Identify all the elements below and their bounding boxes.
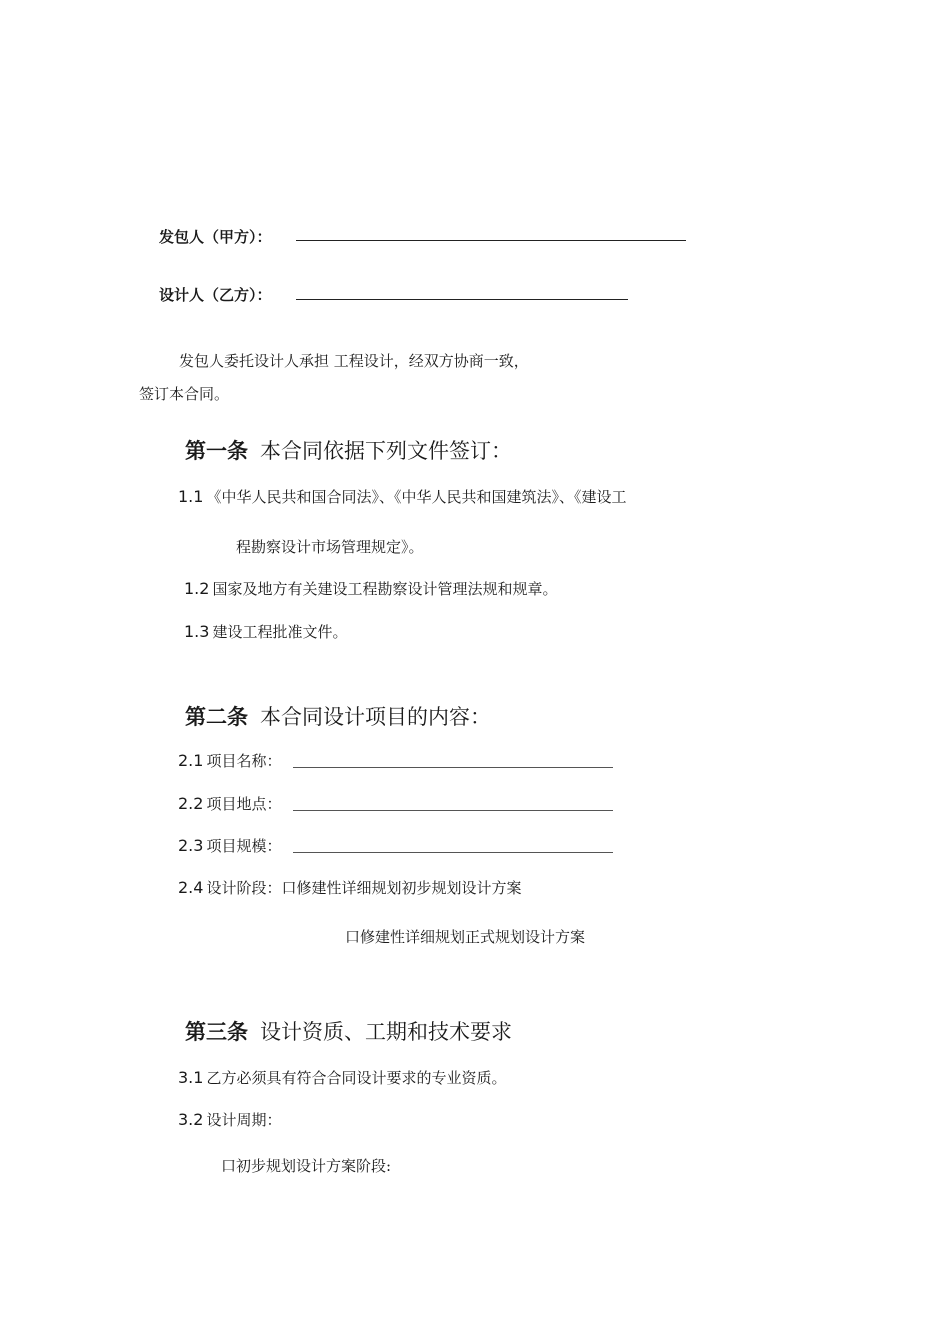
designer-label: 设计人（乙方）： <box>159 286 272 304</box>
project-scale-fill-line[interactable] <box>293 852 613 853</box>
article-1-number: 第一条 <box>185 439 248 463</box>
clause-2-3-label: 项目规模： <box>206 837 282 855</box>
clause-2-1-label: 项目名称： <box>206 752 282 770</box>
intro-line-2: 签订本合同。 <box>139 385 230 403</box>
article-3-title: 设计资质、工期和技术要求 <box>260 1020 512 1044</box>
client-label: 发包人（甲方）： <box>159 228 272 246</box>
clause-1-1 <box>178 486 626 507</box>
article-1-heading <box>185 435 512 465</box>
clause-2-1 <box>178 750 281 771</box>
clause-1-3-text: 建设工程批准文件。 <box>212 623 348 641</box>
clause-2-3 <box>178 835 281 856</box>
clause-3-1 <box>178 1067 506 1088</box>
article-2-heading <box>185 701 491 731</box>
clause-3-2-text: 设计周期： <box>206 1111 282 1129</box>
clause-2-2 <box>178 793 281 814</box>
design-stage-option-1[interactable]: 口修建性详细规划初步规划设计方案 <box>281 879 522 897</box>
clause-1-3 <box>184 621 347 642</box>
clause-1-3-number: 1.3 <box>184 622 210 641</box>
clause-2-2-number: 2.2 <box>178 794 204 813</box>
clause-3-2-number: 3.2 <box>178 1110 204 1129</box>
article-2-title: 本合同设计项目的内容： <box>260 705 491 729</box>
clause-2-4-label: 设计阶段： <box>206 879 282 897</box>
clause-1-1-text-continued: 程勘察设计市场管理规定》。 <box>236 538 424 556</box>
intro-line-1: 发包人委托设计人承担 工程设计，经双方协商一致， <box>179 352 529 370</box>
clause-1-1-number: 1.1 <box>178 487 204 506</box>
clause-2-4 <box>178 877 521 898</box>
clause-2-4-option-2 <box>345 926 585 947</box>
clause-1-2 <box>184 578 557 599</box>
clause-3-1-number: 3.1 <box>178 1068 204 1087</box>
article-3-number: 第三条 <box>185 1020 248 1044</box>
article-1-title: 本合同依据下列文件签订： <box>260 439 512 463</box>
clause-2-3-number: 2.3 <box>178 836 204 855</box>
designer-fill-line[interactable] <box>296 299 628 300</box>
clause-1-1-continued <box>236 536 424 557</box>
preliminary-stage-option[interactable]: 口初步规划设计方案阶段: <box>221 1157 392 1175</box>
clause-2-4-number: 2.4 <box>178 878 204 897</box>
clause-3-2-sub <box>221 1155 391 1176</box>
clause-3-2 <box>178 1109 281 1130</box>
article-3-heading <box>185 1016 512 1046</box>
clause-1-2-number: 1.2 <box>184 579 210 598</box>
project-location-fill-line[interactable] <box>293 810 613 811</box>
client-fill-line[interactable] <box>296 240 686 241</box>
clause-1-1-text: 《中华人民共和国合同法》、《中华人民共和国建筑法》、《建设工 <box>206 488 627 506</box>
clause-2-1-number: 2.1 <box>178 751 204 770</box>
design-stage-option-2[interactable]: 口修建性详细规划正式规划设计方案 <box>345 928 586 946</box>
clause-3-1-text: 乙方必须具有符合合同设计要求的专业资质。 <box>206 1069 507 1087</box>
clause-2-2-label: 项目地点： <box>206 795 282 813</box>
article-2-number: 第二条 <box>185 705 248 729</box>
clause-1-2-text: 国家及地方有关建设工程勘察设计管理法规和规章。 <box>212 580 558 598</box>
project-name-fill-line[interactable] <box>293 767 613 768</box>
